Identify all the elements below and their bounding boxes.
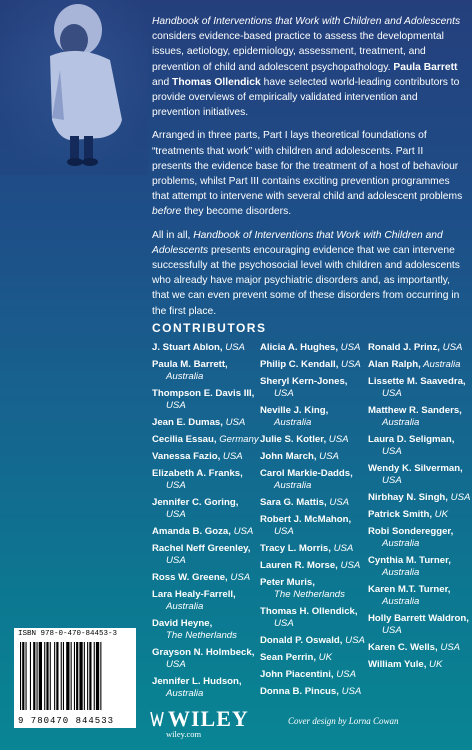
barcode-bar xyxy=(30,642,31,710)
contributor-country: USA xyxy=(333,669,356,680)
contributor-country: USA xyxy=(439,342,463,353)
contributor-country: USA xyxy=(274,388,294,399)
contributor-name: Robert J. McMahon, xyxy=(260,514,352,525)
contributor-entry xyxy=(260,543,370,555)
contributor-country: USA xyxy=(326,434,349,445)
barcode-bar xyxy=(33,642,35,710)
cover-credit: Cover design by Lorna Cowan xyxy=(288,716,399,726)
barcode-bar xyxy=(61,642,62,710)
contributor-entry xyxy=(152,417,262,429)
contributor-entry xyxy=(152,572,262,584)
contributor-entry xyxy=(260,497,370,509)
blurb-text: Arranged in three parts, Part I lays theoretical foundations of “treatments that work” with children and adolescents. Part II presents the evidence base for the treatment of a host of behaviour problems, whilst Part III contains exciting prevention programmes that attempt to intervene with several child and adolescent problems xyxy=(152,130,463,203)
contributor-country: USA xyxy=(437,642,461,653)
contributor-entry xyxy=(260,405,370,429)
italic-word: before xyxy=(152,206,182,218)
contributor-entry xyxy=(260,577,370,601)
back-cover-blurb xyxy=(152,14,464,327)
child-photo xyxy=(0,0,148,175)
contributor-entry xyxy=(260,669,370,681)
barcode-bar xyxy=(84,642,85,710)
contributor-name: Grayson N. Holmbeck, xyxy=(152,647,255,658)
contributor-entry xyxy=(260,635,370,647)
contributor-name: John March, xyxy=(260,451,317,462)
contributor-name: Alan Ralph, xyxy=(368,359,421,370)
contributor-country: USA xyxy=(227,572,251,583)
contributor-entry xyxy=(368,659,472,671)
contributor-entry xyxy=(152,543,262,567)
contributors-column-1 xyxy=(152,342,262,705)
contributor-name: Carol Markie-Dadds, xyxy=(260,468,353,479)
contributor-entry xyxy=(152,526,262,538)
contributor-country: USA xyxy=(166,659,186,670)
contributor-name: Robi Sonderegger, xyxy=(368,526,454,537)
contributor-country: USA xyxy=(326,497,350,508)
barcode-bar xyxy=(71,642,72,710)
contributor-country: Australia xyxy=(166,371,204,382)
blurb-text: All in all, xyxy=(152,229,194,241)
contributor-country: USA xyxy=(338,686,362,697)
contributor-entry xyxy=(260,451,370,463)
barcode-bars xyxy=(20,642,130,710)
contributor-name: David Heyne, xyxy=(152,618,213,629)
blurb-paragraph-3 xyxy=(152,228,464,319)
barcode-bar xyxy=(63,642,64,710)
contributor-name: Paula M. Barrett, xyxy=(152,359,228,370)
contributor-entry xyxy=(260,359,370,371)
blurb-paragraph-2 xyxy=(152,128,464,219)
contributor-entry xyxy=(152,676,262,700)
contributor-country: USA xyxy=(382,475,402,486)
barcode-bar xyxy=(79,642,82,710)
contributors-heading: CONTRIBUTORS xyxy=(152,321,267,335)
contributor-entry xyxy=(152,451,262,463)
contributor-name: Elizabeth A. Franks, xyxy=(152,468,243,479)
contributor-name: Ross W. Greene, xyxy=(152,572,228,583)
contributor-country: USA xyxy=(230,526,254,537)
barcode-bar xyxy=(76,642,78,710)
barcode-box xyxy=(14,628,136,728)
contributor-entry xyxy=(260,514,370,538)
barcode-bar xyxy=(44,642,45,710)
contributor-entry xyxy=(368,359,472,371)
contributor-name: Jennifer C. Goring, xyxy=(152,497,239,508)
contributor-entry xyxy=(368,555,472,579)
contributor-name: Philip C. Kendall, xyxy=(260,359,339,370)
contributor-name: Lissette M. Saavedra, xyxy=(368,376,466,387)
contributor-entry xyxy=(368,584,472,608)
contributor-name: John Piacentini, xyxy=(260,669,334,680)
barcode-bar xyxy=(37,642,38,710)
contributor-entry xyxy=(260,560,370,572)
contributors-column-3 xyxy=(368,342,472,676)
contributor-name: Wendy K. Silverman, xyxy=(368,463,463,474)
contributor-name: Vanessa Fazio, xyxy=(152,451,221,462)
contributor-entry xyxy=(260,434,370,446)
contributor-country: UK xyxy=(431,509,448,520)
contributor-name: Donald P. Oswald, xyxy=(260,635,343,646)
barcode-bar xyxy=(100,642,101,710)
barcode-bar xyxy=(56,642,58,710)
contributor-entry xyxy=(368,509,472,521)
contributor-country: USA xyxy=(447,492,471,503)
barcode-bar xyxy=(20,642,21,710)
contributor-name: J. Stuart Ablon, xyxy=(152,342,223,353)
contributor-name: Amanda B. Goza, xyxy=(152,526,231,537)
contributor-name: Thomas H. Ollendick, xyxy=(260,606,358,617)
contributor-country: The Netherlands xyxy=(166,630,237,641)
barcode-bar xyxy=(50,642,51,710)
book-title-italic: Handbook of Interventions that Work with Children and Adolescents xyxy=(152,16,461,27)
contributor-entry xyxy=(152,589,262,613)
contributor-name: Cynthia M. Turner, xyxy=(368,555,451,566)
contributor-country: USA xyxy=(274,618,294,629)
contributor-name: Lauren R. Morse, xyxy=(260,560,338,571)
contributor-entry xyxy=(368,526,472,550)
contributor-country: USA xyxy=(338,342,361,353)
contributor-country: USA xyxy=(338,359,361,370)
contributor-entry xyxy=(152,434,262,446)
contributor-name: Thompson E. Davis III, xyxy=(152,388,255,399)
isbn-label: ISBN 978-0-470-84453-3 xyxy=(18,630,118,638)
contributor-entry xyxy=(152,618,262,642)
blurb-text: they become disorders. xyxy=(181,206,292,218)
contributor-entry xyxy=(260,342,370,354)
contributor-name: Matthew R. Sanders, xyxy=(368,405,462,416)
contributor-name: Karen C. Wells, xyxy=(368,642,438,653)
blurb-text: considers evidence-based practice to assess the developmental issues, aetiology, epidemiology, assessment, treatment, and prevention of child and adolescent psychopathology. xyxy=(152,31,444,73)
barcode-bar xyxy=(89,642,91,710)
blurb-text: presents encouraging evidence that we can intervene successfully at the psychosocial level with children and adolescents who already have major psychiatric disorders and, as importantly, that we can even prevent some of these disorders from occurring in the first place. xyxy=(152,244,460,317)
contributor-country: USA xyxy=(166,555,186,566)
contributor-country: Australia xyxy=(382,538,420,549)
contributor-entry xyxy=(368,342,472,354)
book-title-italic: Handbook of Interventions that Work with Children and Adolescents xyxy=(152,229,443,256)
contributor-country: USA xyxy=(166,400,186,411)
wiley-mark-icon xyxy=(150,710,164,728)
contributor-name: Peter Muris, xyxy=(260,577,315,588)
contributor-country: UK xyxy=(426,659,443,670)
wiley-wordmark: WILEY xyxy=(168,706,249,731)
contributor-country: Australia xyxy=(274,480,312,491)
barcode-bar xyxy=(54,642,55,710)
contributor-name: William Yule, xyxy=(368,659,427,670)
contributor-country: USA xyxy=(342,635,365,646)
contributor-entry xyxy=(368,376,472,400)
contributor-name: Patrick Smith, xyxy=(368,509,432,520)
contributor-name: Tracy L. Morris, xyxy=(260,543,331,554)
contributor-country: Australia xyxy=(166,601,204,612)
barcode-bar xyxy=(39,642,42,710)
barcode-bar xyxy=(66,642,69,710)
contributor-entry xyxy=(152,342,262,354)
contributor-name: Jean E. Dumas, xyxy=(152,417,223,428)
contributor-name: Neville J. King, xyxy=(260,405,329,416)
barcode-bar xyxy=(46,642,48,710)
contributor-name: Sean Perrin, xyxy=(260,652,316,663)
contributor-country: USA xyxy=(330,543,354,554)
contributor-name: Donna B. Pincus, xyxy=(260,686,339,697)
contributor-entry xyxy=(152,359,262,383)
contributor-name: Holly Barrett Waldron, xyxy=(368,613,469,624)
contributor-country: USA xyxy=(222,342,245,353)
contributor-entry xyxy=(368,405,472,429)
contributor-entry xyxy=(152,647,262,671)
blurb-text: have selected world-leading contributors to provide overviews of empirically validated intervention and prevention initiatives. xyxy=(152,76,460,119)
contributor-name: Karen M.T. Turner, xyxy=(368,584,451,595)
contributor-entry xyxy=(260,606,370,630)
barcode-bar xyxy=(96,642,99,710)
contributor-name: Sheryl Kern-Jones, xyxy=(260,376,348,387)
contributor-entry xyxy=(368,642,472,654)
contributor-entry xyxy=(368,492,472,504)
contributors-column-2 xyxy=(260,342,370,703)
contributor-country: The Netherlands xyxy=(274,589,345,600)
contributor-entry xyxy=(260,686,370,698)
contributor-entry xyxy=(260,376,370,400)
contributor-country: USA xyxy=(382,388,402,399)
contributor-entry xyxy=(368,613,472,637)
contributor-name: Cecilia Essau, xyxy=(152,434,217,445)
editor-name: Thomas Ollendick xyxy=(172,76,261,88)
contributor-country: USA xyxy=(382,625,402,636)
contributor-country: USA xyxy=(220,451,243,462)
blurb-paragraph-1 xyxy=(152,14,464,120)
editor-name: Paula Barrett xyxy=(393,61,458,73)
contributor-country: UK xyxy=(316,652,332,663)
contributor-country: USA xyxy=(337,560,361,571)
contributor-country: USA xyxy=(274,526,294,537)
contributor-country: USA xyxy=(166,480,186,491)
barcode-bar xyxy=(22,642,24,710)
contributor-name: Alicia A. Hughes, xyxy=(260,342,339,353)
barcode-number: 9 780470 844533 xyxy=(18,716,115,726)
contributor-entry xyxy=(260,652,370,664)
contributor-entry xyxy=(152,388,262,412)
blurb-text: and xyxy=(152,76,173,88)
contributor-entry xyxy=(260,468,370,492)
contributor-country: Australia xyxy=(274,417,312,428)
contributor-country: USA xyxy=(222,417,246,428)
barcode-bar xyxy=(74,642,75,710)
contributor-country: USA xyxy=(166,509,186,520)
contributor-country: Germany xyxy=(216,434,259,445)
contributor-country: Australia xyxy=(166,688,204,699)
barcode-bar xyxy=(26,642,27,710)
contributor-country: USA xyxy=(316,451,339,462)
contributor-entry xyxy=(368,434,472,458)
contributor-entry xyxy=(152,468,262,492)
barcode-bar xyxy=(94,642,95,710)
contributor-name: Nirbhay N. Singh, xyxy=(368,492,448,503)
contributor-name: Julie S. Kotler, xyxy=(260,434,327,445)
contributor-country: Australia xyxy=(382,596,420,607)
contributor-name: Lara Healy-Farrell, xyxy=(152,589,236,600)
contributor-name: Sara G. Mattis, xyxy=(260,497,327,508)
contributor-country: USA xyxy=(382,446,402,457)
contributor-name: Laura D. Seligman, xyxy=(368,434,455,445)
contributor-name: Ronald J. Prinz, xyxy=(368,342,440,353)
contributor-entry xyxy=(368,463,472,487)
contributor-country: Australia xyxy=(382,417,420,428)
contributor-country: Australia xyxy=(382,567,420,578)
barcode-bar xyxy=(87,642,88,710)
contributor-name: Rachel Neff Greenley, xyxy=(152,543,251,554)
contributor-country: Australia xyxy=(420,359,461,370)
wiley-url: wiley.com xyxy=(166,729,202,739)
contributor-entry xyxy=(152,497,262,521)
contributor-name: Jennifer L. Hudson, xyxy=(152,676,242,687)
